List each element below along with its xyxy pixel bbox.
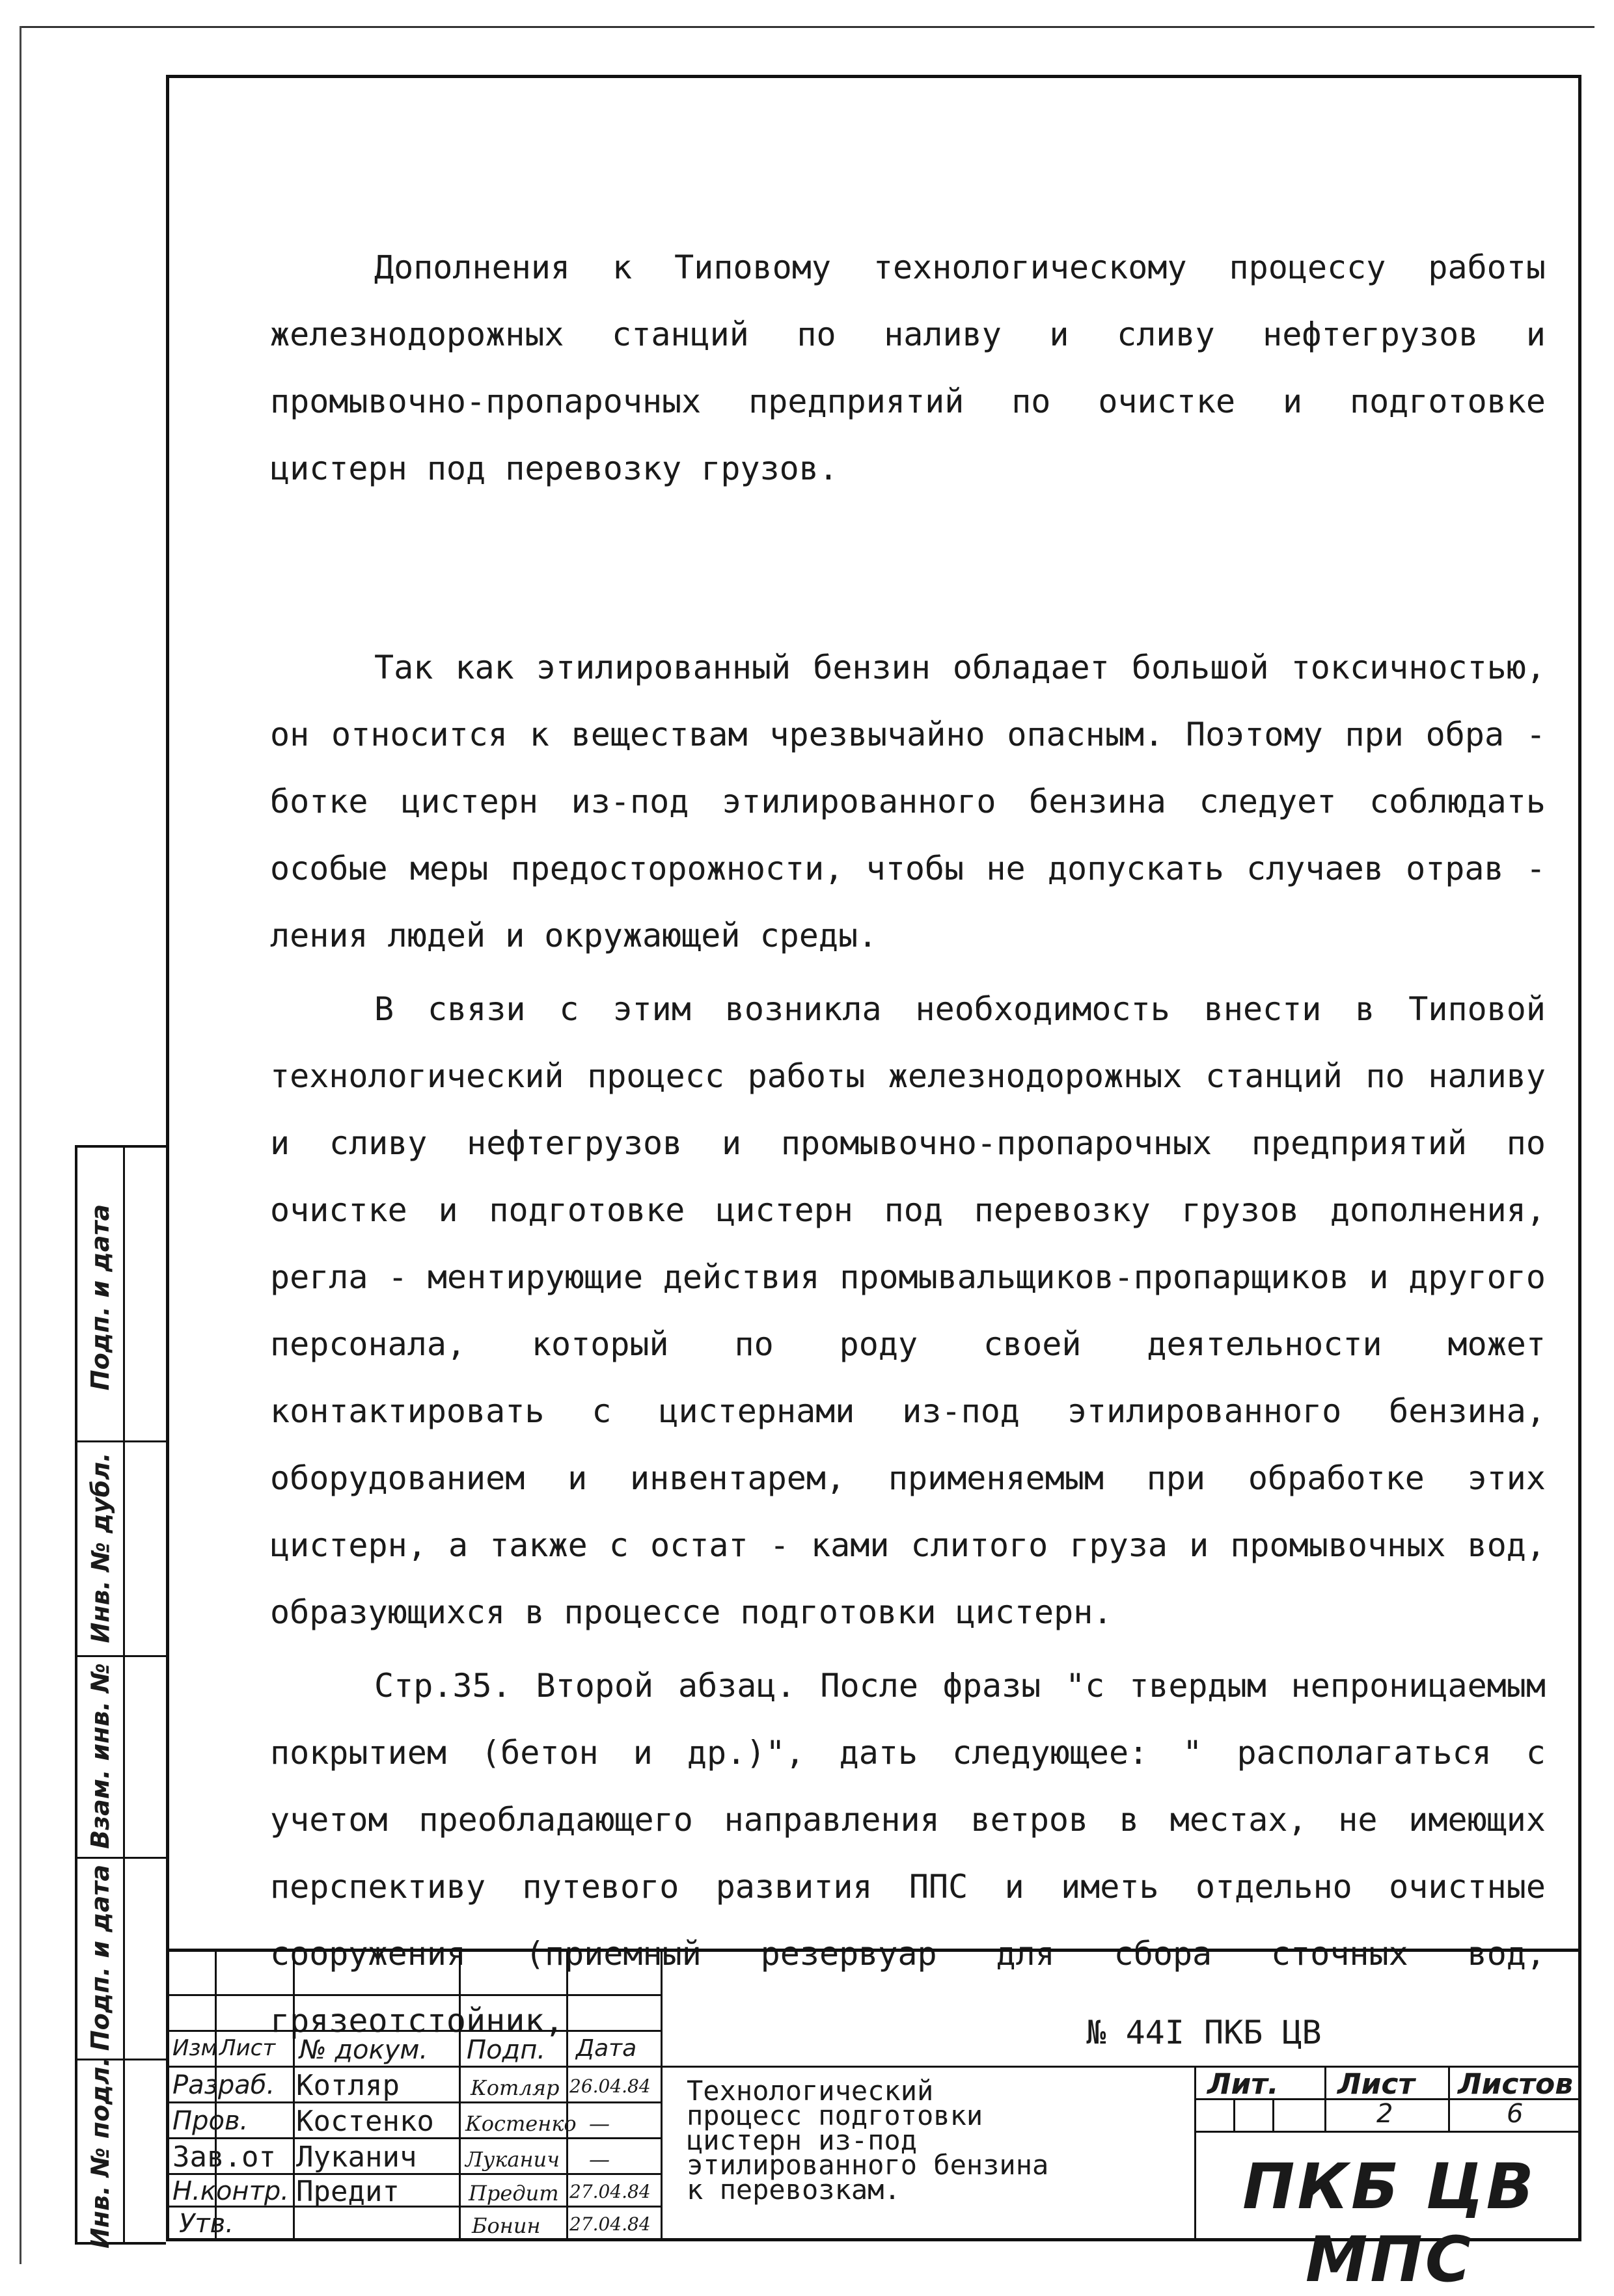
page-left-edge (20, 26, 21, 2264)
grid-line (166, 2030, 661, 2032)
grid-line (1194, 2131, 1581, 2133)
grid-line (1194, 2066, 1196, 2241)
header-doc-no: № докум. (299, 2035, 428, 2065)
row-name: Луканич (296, 2141, 417, 2174)
paragraph-toxicity: Так как этилированный бензин обладает большой токсичностью, он относится к веществам чрезвычайно опасным. Поэтому при обра - ботке цистерн из-под этилированного бензина следует соблюдать особые меры предосторожности, чтобы не допускать случаев отрав - ления людей и окружающей среды. (270, 649, 1546, 954)
row-signature: Луканич (465, 2147, 560, 2172)
paragraph-heading: Дополнения к Типовому технологическому процессу работы железнодорожных станций по наливу и сливу нефтегрузов и промывочно-пропарочных предприятий по очистке и подготовке цистерн под перевозку грузов. (270, 249, 1546, 487)
paragraph-page35: Стр.35. Второй абзац. После фразы "с твердым непроницаемым покрытием (бетон и др.)", дать следующее: " располагаться с учетом преобладающего направления ветров в местах, не имеющих перспективу путевого развития ППС и иметь отдельно очистные сооружения (приемный резервуар для сбора сточных вод, грязеотстойник, (270, 1667, 1546, 2040)
side-stamp (75, 1145, 166, 2249)
row-role: Пров. (172, 2106, 249, 2136)
row-date: — (589, 2111, 610, 2136)
sheets-value: 6 (1507, 2099, 1524, 2129)
row-name: Костенко (296, 2105, 434, 2138)
paragraph-necessity: В связи с этим возникла необходимость внести в Типовой технологический процесс работы железнодорожных станций по наливу и сливу нефтегрузов и промывочно-пропарочных предприятий по очистке и подготовке цистерн под перевозку грузов дополнения, регла - ментирующие действия промывальщиков-пропарщиков и другого персонала, который по роду своей деятельности может контактировать с цистернами из-под этилированного бензина, оборудованием и инвентарем, применяемым при обработке этих цистерн, а также с остат - ками слитого груза и промывочных вод, образующихся в процессе подготовки цистерн. (270, 990, 1546, 1631)
row-date: 27.04.84 (569, 2181, 651, 2202)
row-name: Предит (296, 2175, 400, 2208)
title-block (166, 1949, 1581, 2296)
side-label-text: Подп. и дата (86, 1204, 115, 1391)
row-role: Н.контр. (172, 2176, 289, 2206)
side-separator (77, 1857, 169, 1859)
grid-line (166, 2101, 661, 2103)
side-separator (77, 1655, 169, 1657)
row-role: Зав.от (172, 2141, 276, 2174)
sheets-label: Листов (1458, 2068, 1574, 2101)
grid-line (661, 1952, 663, 2241)
grid-line (1272, 2098, 1274, 2131)
side-label-replace-inv (79, 1658, 122, 1854)
side-label-orig-inv (79, 2057, 122, 2249)
document-number: № 44I ПКБ ЦВ (1086, 2014, 1322, 2051)
header-list: Лист (219, 2035, 276, 2061)
side-label-text: Подп. и дата (86, 1864, 115, 2051)
row-name: Котляр (296, 2069, 400, 2102)
header-izm: Изм (172, 2035, 218, 2061)
sheet-label: Лист (1337, 2068, 1415, 2101)
sheet-value: 2 (1376, 2099, 1393, 2129)
document-title: Технологический процесс подготовки цистерн из-под этилированного бензина к перевозкам. (687, 2075, 1049, 2206)
row-signature: Бонин (472, 2213, 541, 2238)
grid-line (166, 1994, 661, 1996)
header-signature: Подп. (467, 2035, 546, 2065)
row-date: 27.04.84 (569, 2213, 651, 2235)
grid-line (1233, 2098, 1235, 2131)
page-top-edge (20, 26, 1594, 28)
header-date: Дата (576, 2035, 637, 2062)
document-body (270, 234, 1546, 502)
side-label-text: Инв. № подл. (86, 2057, 115, 2249)
side-label-text: Взам. инв. № (86, 1663, 115, 1849)
row-signature: Предит (469, 2181, 559, 2206)
row-role: Разраб. (172, 2070, 275, 2100)
lit-label: Лит. (1207, 2068, 1279, 2101)
side-label-sign-date-top (79, 1161, 122, 1434)
organization-name: ПКБ ЦВ МПС (1242, 2150, 1537, 2296)
side-separator (77, 1440, 169, 1442)
row-signature: Костенко (465, 2111, 577, 2136)
row-role: Утв. (179, 2209, 234, 2239)
side-label-sign-date-bottom (79, 1860, 122, 2055)
document-body-main (270, 634, 1546, 2055)
row-date: — (589, 2147, 610, 2172)
row-date: 26.04.84 (569, 2075, 651, 2097)
side-label-text: Инв. № дубл. (86, 1452, 115, 1643)
side-label-dup-inv (79, 1444, 122, 1652)
row-signature: Котляр (471, 2075, 560, 2100)
